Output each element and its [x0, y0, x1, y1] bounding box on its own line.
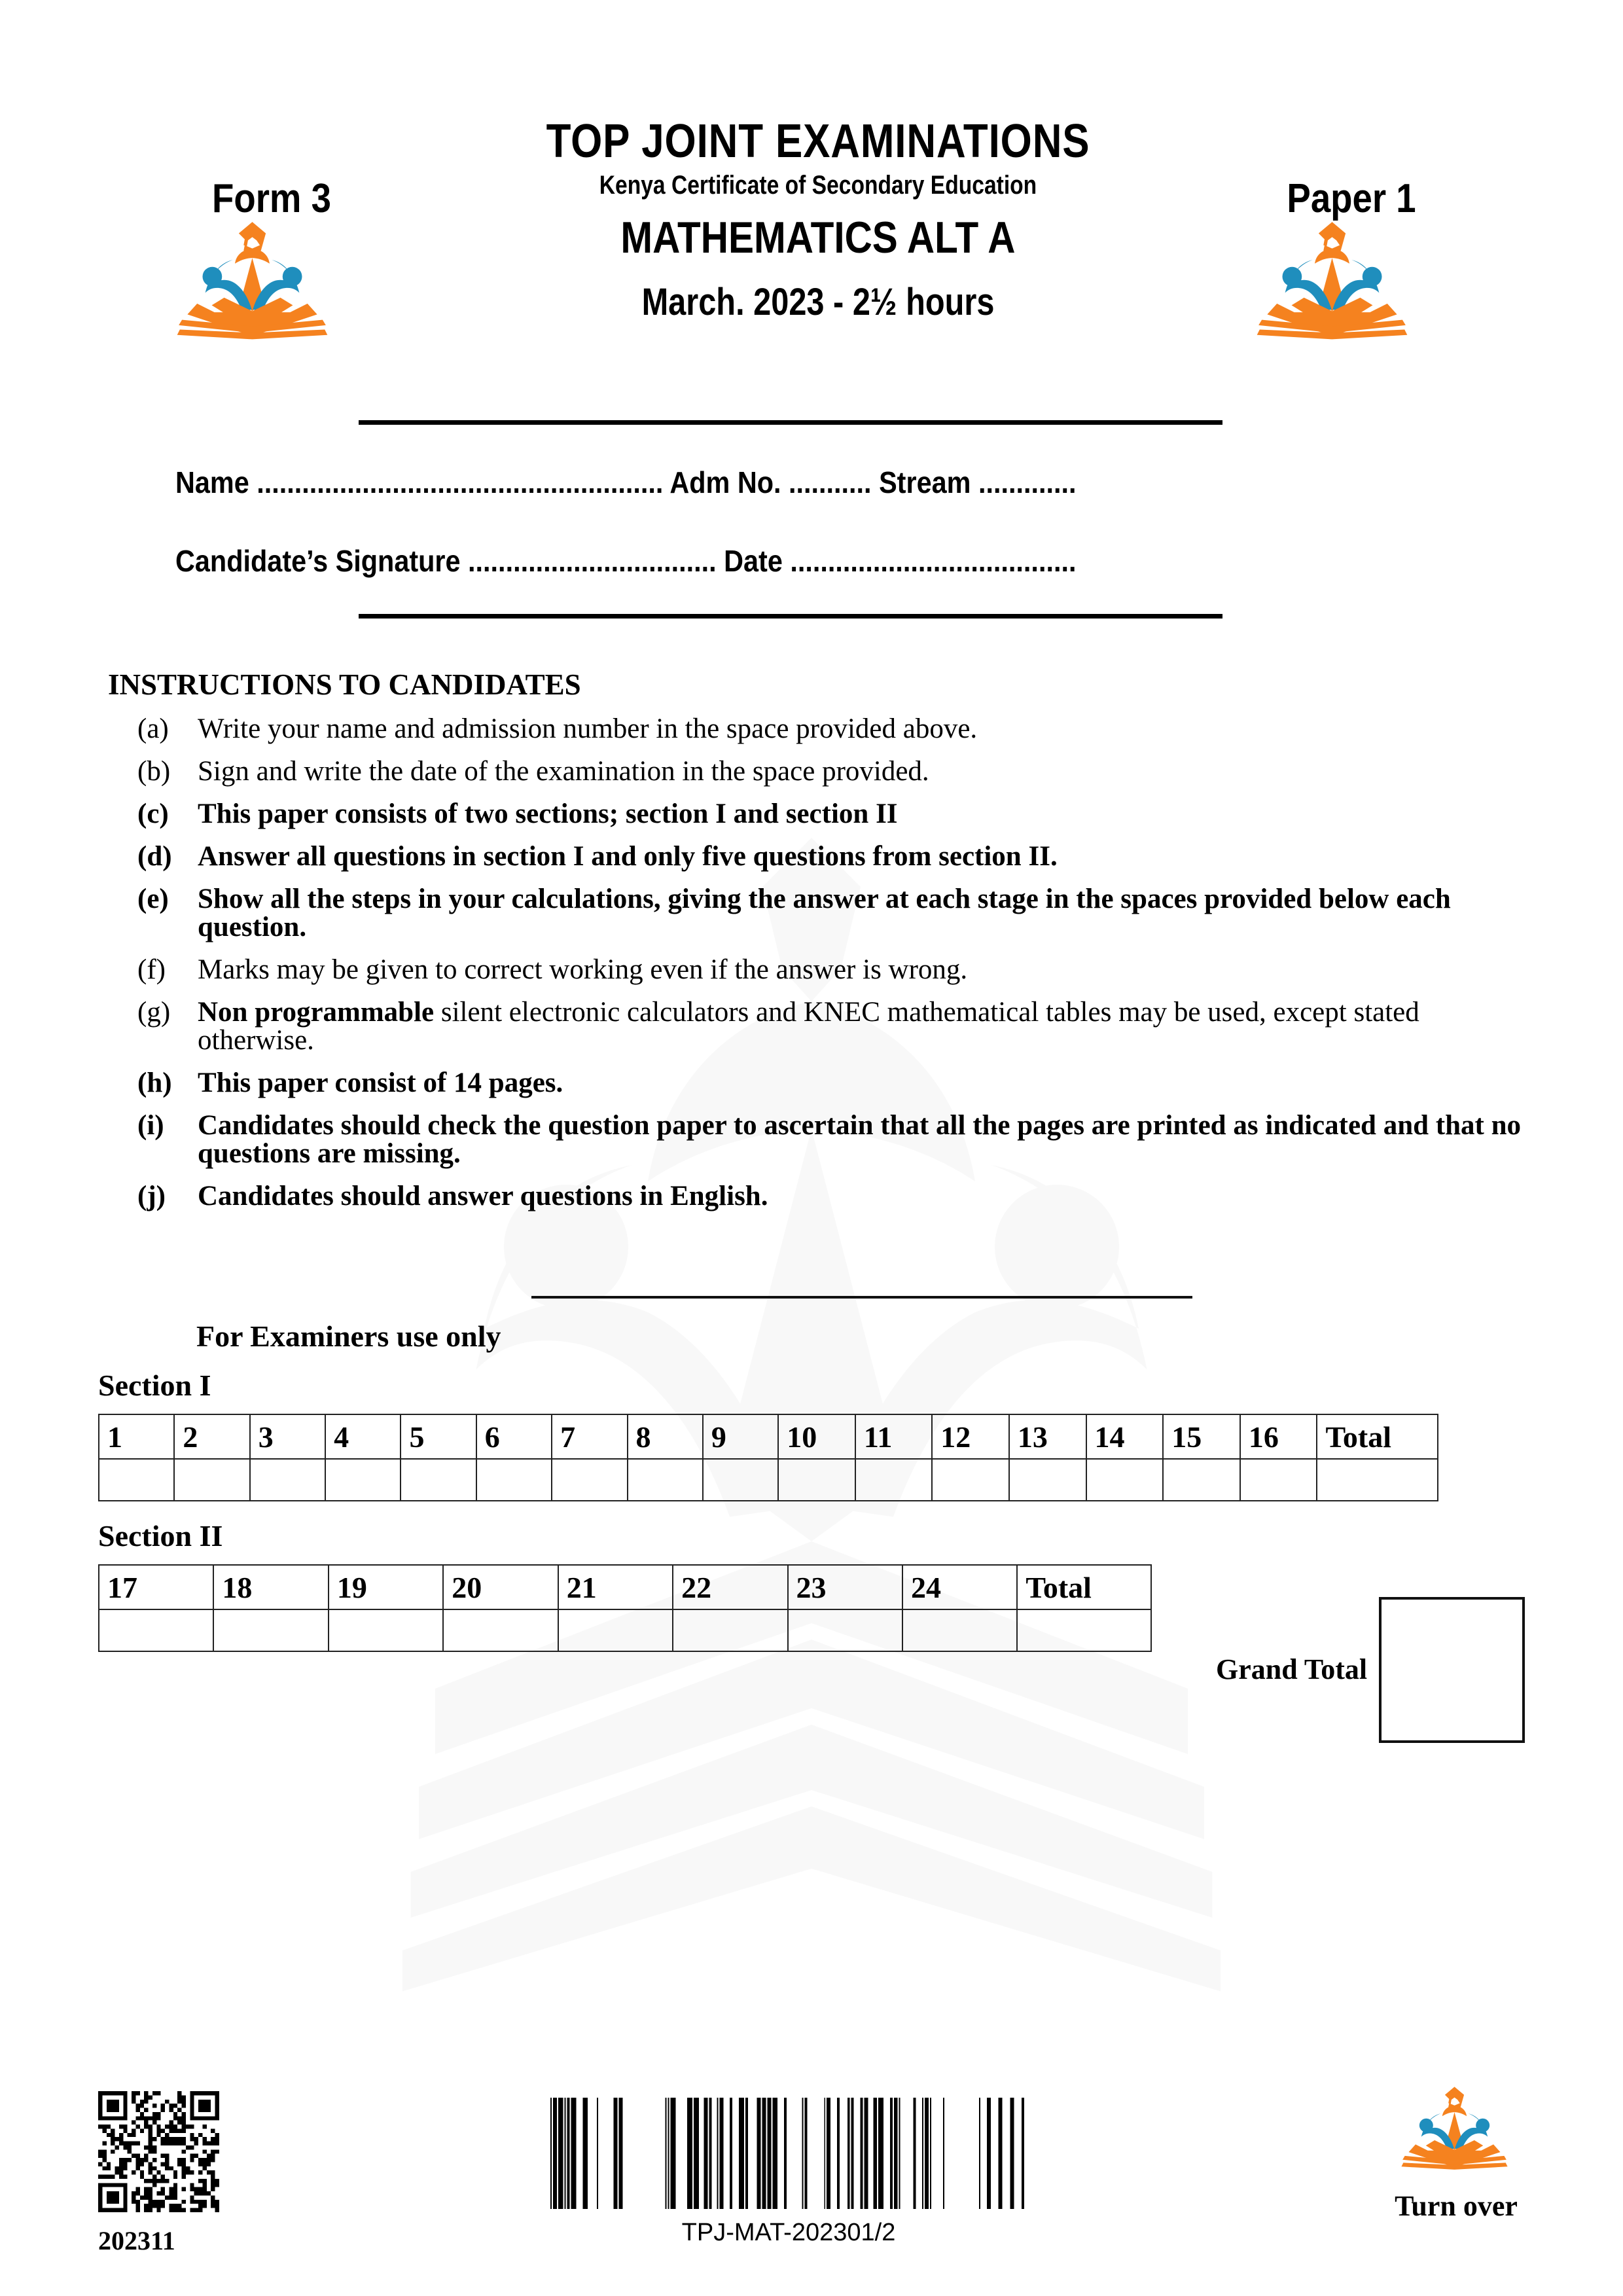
examiners-section-title: For Examiners use only: [196, 1319, 501, 1353]
marks-header-cell: 11: [855, 1414, 932, 1459]
marks-entry-cell[interactable]: [325, 1459, 401, 1501]
instruction-item-c: [137, 800, 1525, 828]
marks-header-cell: 13: [1009, 1414, 1086, 1459]
instruction-text: This paper consist of 14 pages.: [198, 1067, 563, 1098]
marks-entry-cell[interactable]: [1086, 1459, 1164, 1501]
section-2-marks-table[interactable]: [98, 1564, 1152, 1652]
instruction-item-a: [137, 715, 1525, 743]
instruction-item-h: [137, 1069, 1525, 1097]
details-top-rule: [359, 420, 1222, 425]
instruction-item-i: [137, 1111, 1525, 1168]
instruction-text: Write your name and admission number in the space provided above.: [198, 713, 978, 744]
marks-entry-cell[interactable]: [703, 1459, 778, 1501]
certificate-subtitle: Kenya Certificate of Secondary Education: [599, 171, 1037, 200]
instruction-item-j: [137, 1182, 1525, 1210]
marks-header-cell: 19: [329, 1565, 443, 1609]
instruction-marker: (a): [137, 713, 169, 744]
marks-entry-cell[interactable]: [552, 1459, 627, 1501]
instruction-item-g: [137, 998, 1525, 1054]
marks-header-cell: 9: [703, 1414, 778, 1459]
instruction-text: Show all the steps in your calculations, giving the answer at each stage in the spaces provided below each question.: [198, 884, 1451, 942]
marks-header-cell: 18: [213, 1565, 328, 1609]
date-duration: March. 2023 - 2½ hours: [641, 281, 995, 324]
subject-title: MATHEMATICS ALT A: [620, 213, 1016, 263]
marks-header-cell: 16: [1240, 1414, 1317, 1459]
marks-header-cell: Total: [1317, 1414, 1438, 1459]
marks-header-cell: 24: [902, 1565, 1017, 1609]
instruction-text: Non programmable silent electronic calculators and KNEC mathematical tables may be used, except stated otherwise.: [198, 997, 1419, 1056]
examiners-divider-rule: [531, 1296, 1192, 1299]
table-row: [99, 1414, 1438, 1459]
marks-header-cell: 4: [325, 1414, 401, 1459]
marks-header-cell: 10: [778, 1414, 855, 1459]
signature-date-line[interactable]: Candidate’s Signature ................................. Date ......................................: [175, 544, 1077, 578]
grand-total-label: Grand Total: [1216, 1653, 1368, 1685]
section-1-marks-table[interactable]: [98, 1414, 1438, 1501]
instruction-item-d: [137, 842, 1525, 870]
instructions-list: [137, 715, 1525, 1225]
top-joint-examinations-logo: [169, 219, 336, 344]
top-joint-examinations-logo: [1249, 219, 1416, 344]
marks-entry-cell[interactable]: [213, 1609, 328, 1651]
marks-entry-cell[interactable]: [628, 1459, 703, 1501]
marks-header-cell: 17: [99, 1565, 213, 1609]
instruction-text: Answer all questions in section I and only five questions from section II.: [198, 841, 1058, 872]
instruction-text: Marks may be given to correct working even if the answer is wrong.: [198, 954, 968, 985]
marks-header-cell: Total: [1017, 1565, 1151, 1609]
marks-entry-cell[interactable]: [788, 1609, 902, 1651]
marks-header-cell: 2: [174, 1414, 249, 1459]
form-label: Form 3: [212, 176, 331, 221]
marks-entry-cell[interactable]: [1163, 1459, 1240, 1501]
barcode: [546, 2098, 1031, 2209]
exam-body-title: TOP JOINT EXAMINATIONS: [546, 115, 1090, 168]
instruction-item-e: [137, 885, 1525, 941]
marks-entry-cell[interactable]: [1009, 1459, 1086, 1501]
marks-header-cell: 20: [443, 1565, 558, 1609]
marks-entry-cell[interactable]: [99, 1609, 213, 1651]
marks-header-cell: 15: [1163, 1414, 1240, 1459]
instruction-text: Sign and write the date of the examination in the space provided.: [198, 756, 929, 787]
marks-header-cell: 12: [932, 1414, 1009, 1459]
instruction-text: Candidates should answer questions in English.: [198, 1181, 768, 1211]
top-joint-examinations-logo: [1397, 2085, 1512, 2173]
table-row: [99, 1609, 1151, 1651]
marks-entry-cell[interactable]: [476, 1459, 552, 1501]
title-block: [393, 115, 1243, 324]
marks-header-cell: 8: [628, 1414, 703, 1459]
instruction-marker: (i): [137, 1110, 164, 1141]
marks-entry-cell[interactable]: [902, 1609, 1017, 1651]
marks-header-cell: 5: [401, 1414, 476, 1459]
instruction-item-f: [137, 956, 1525, 984]
marks-header-cell: 21: [558, 1565, 673, 1609]
marks-entry-cell[interactable]: [1317, 1459, 1438, 1501]
marks-header-cell: 7: [552, 1414, 627, 1459]
instruction-text: Candidates should check the question paper to ascertain that all the pages are printed as indicated and that no questions are missing.: [198, 1110, 1521, 1169]
marks-header-cell: 23: [788, 1565, 902, 1609]
instruction-marker: (c): [137, 798, 169, 829]
marks-entry-cell[interactable]: [401, 1459, 476, 1501]
qr-code-number: 202311: [98, 2226, 175, 2255]
barcode-number: TPJ-MAT-202301/2: [681, 2219, 896, 2246]
marks-entry-cell[interactable]: [443, 1609, 558, 1651]
marks-header-cell: 3: [250, 1414, 325, 1459]
marks-entry-cell[interactable]: [558, 1609, 673, 1651]
instruction-marker: (d): [137, 841, 172, 872]
document-header: [0, 115, 1623, 399]
marks-entry-cell[interactable]: [855, 1459, 932, 1501]
marks-entry-cell[interactable]: [329, 1609, 443, 1651]
qr-code: [98, 2091, 219, 2212]
paper-label: Paper 1: [1287, 176, 1416, 221]
instructions-heading: INSTRUCTIONS TO CANDIDATES: [108, 668, 581, 701]
marks-header-cell: 1: [99, 1414, 174, 1459]
marks-entry-cell[interactable]: [778, 1459, 855, 1501]
instruction-marker: (e): [137, 884, 169, 914]
instruction-text: This paper consists of two sections; section I and section II: [198, 798, 898, 829]
marks-header-cell: 14: [1086, 1414, 1164, 1459]
marks-entry-cell[interactable]: [250, 1459, 325, 1501]
instruction-marker: (g): [137, 997, 171, 1028]
name-adm-stream-line[interactable]: Name ...................................................... Adm No. ........... Stream .............: [175, 465, 1077, 499]
table-row: [99, 1565, 1151, 1609]
table-row: [99, 1459, 1438, 1501]
marks-entry-cell[interactable]: [1240, 1459, 1317, 1501]
section-1-label: Section I: [98, 1369, 211, 1402]
section-2-label: Section II: [98, 1519, 223, 1552]
instruction-marker: (h): [137, 1067, 172, 1098]
marks-entry-cell[interactable]: [1017, 1609, 1151, 1651]
marks-entry-cell[interactable]: [932, 1459, 1009, 1501]
instruction-item-b: [137, 757, 1525, 785]
instruction-marker: (f): [137, 954, 166, 985]
turn-over-label: Turn over: [1395, 2190, 1518, 2222]
instruction-marker: (j): [137, 1181, 166, 1211]
marks-entry-cell[interactable]: [673, 1609, 787, 1651]
grand-total-box[interactable]: [1379, 1597, 1525, 1743]
marks-entry-cell[interactable]: [174, 1459, 249, 1501]
marks-header-cell: 22: [673, 1565, 787, 1609]
instruction-marker: (b): [137, 756, 171, 787]
marks-header-cell: 6: [476, 1414, 552, 1459]
marks-entry-cell[interactable]: [99, 1459, 174, 1501]
details-bottom-rule: [359, 614, 1222, 619]
